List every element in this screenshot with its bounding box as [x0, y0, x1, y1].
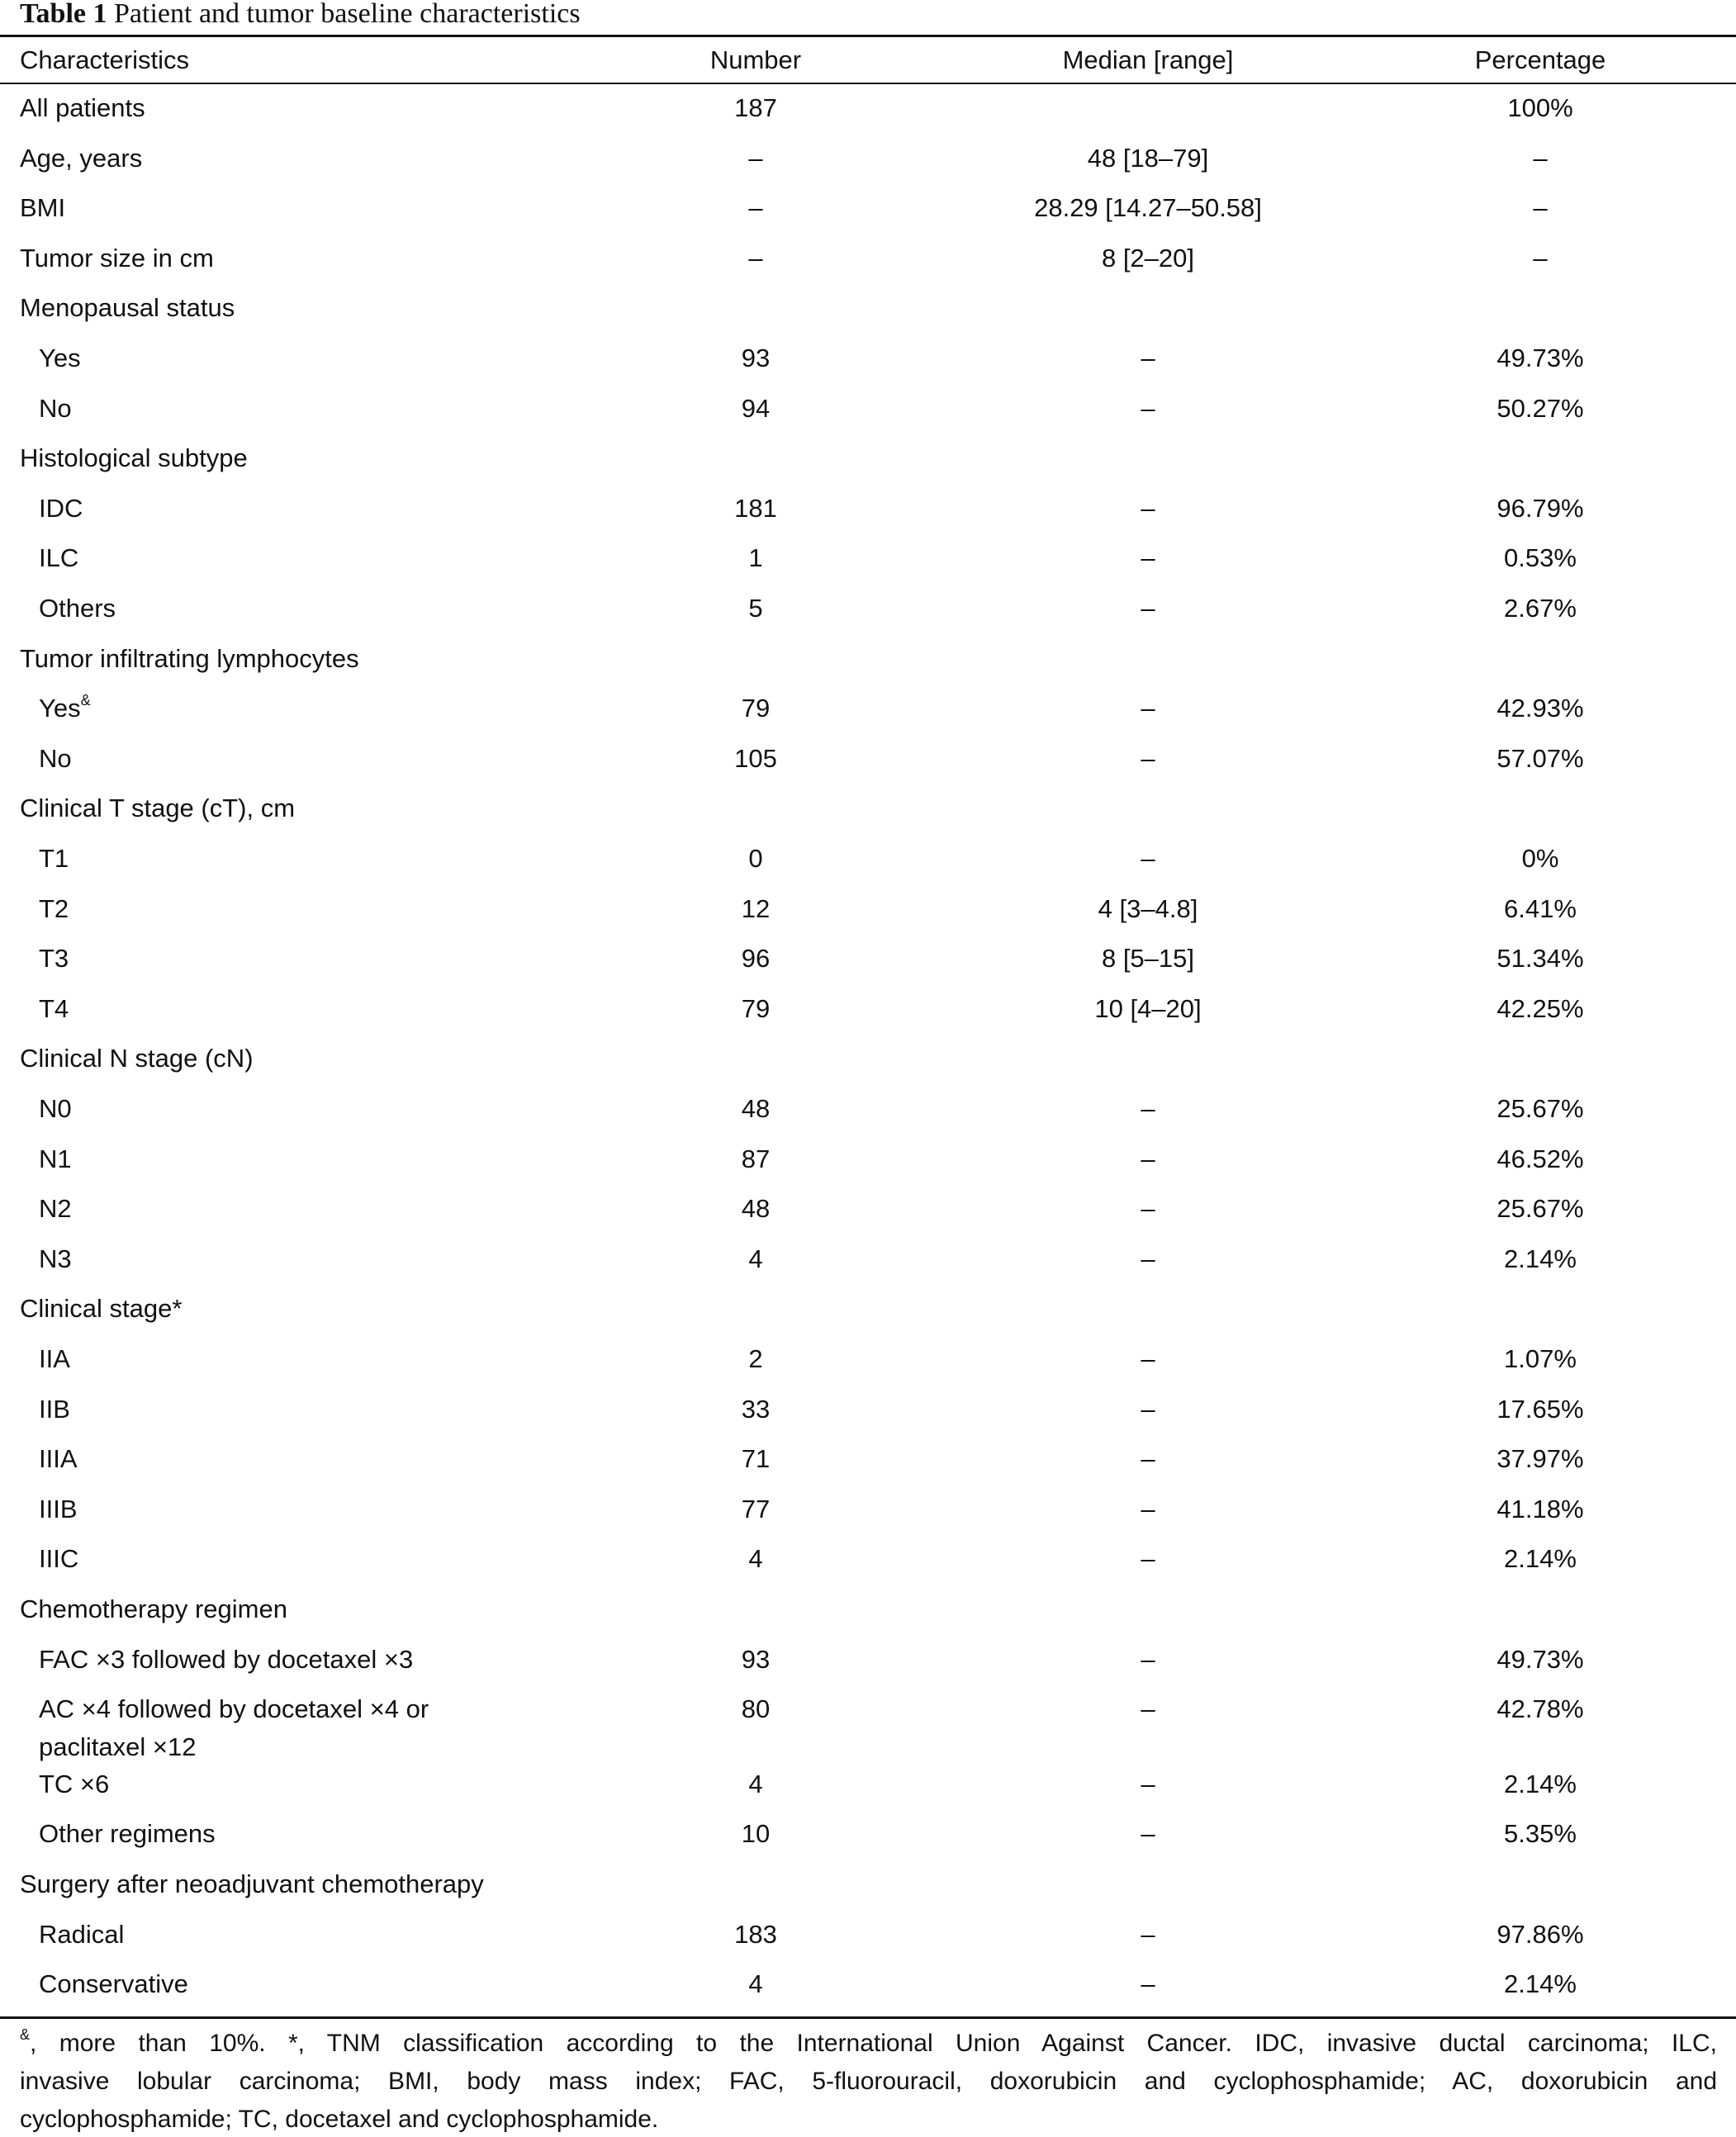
cell-characteristic: IDC	[39, 493, 83, 523]
cell-characteristic: Chemotherapy regimen	[20, 1594, 287, 1623]
cell-characteristic: Others	[39, 594, 116, 623]
cell-characteristic: Menopausal status	[20, 293, 235, 323]
cell-number	[644, 789, 867, 827]
cell-number: 71	[741, 1444, 771, 1474]
cell-percentage	[1421, 1290, 1660, 1328]
cell-percentage	[1421, 1590, 1660, 1628]
cell-median: –	[1141, 1194, 1155, 1224]
footnote-line: invasive lobular carcinoma; BMI, body mass index; FAC, 5-fluorouracil, doxorubicin and cyclophosphamide; AC, doxorubicin and	[20, 2068, 1717, 2095]
cell-percentage: 2.67%	[1504, 594, 1577, 623]
header-percentage: Percentage	[1474, 45, 1606, 74]
cell-median: –	[1141, 1769, 1155, 1798]
cell-percentage: 2.14%	[1504, 1969, 1577, 1999]
cell-characteristic: Histological subtype	[20, 443, 248, 473]
cell-median: –	[1141, 543, 1155, 573]
cell-characteristic: IIIC	[39, 1544, 79, 1574]
cell-percentage	[1421, 289, 1660, 327]
cell-percentage: 17.65%	[1496, 1394, 1584, 1424]
cell-median: 8 [5–15]	[1101, 944, 1195, 974]
cell-number: 183	[734, 1919, 777, 1949]
cell-median	[950, 289, 1346, 327]
header-characteristics: Characteristics	[20, 45, 189, 74]
cell-median: –	[1141, 594, 1155, 623]
cell-number: –	[748, 243, 763, 272]
cell-number: 48	[741, 1194, 771, 1224]
cell-number: 10	[741, 1819, 771, 1849]
cell-percentage: –	[1533, 193, 1548, 223]
cell-median	[950, 1290, 1346, 1328]
cell-characteristic: N3	[39, 1244, 72, 1273]
cell-percentage: 5.35%	[1504, 1819, 1577, 1849]
cell-percentage: 96.79%	[1496, 493, 1584, 523]
cell-number: 2	[748, 1344, 763, 1373]
cell-characteristic: T1	[39, 844, 69, 873]
cell-number: 94	[741, 393, 771, 423]
cell-median	[950, 640, 1346, 678]
table-top-rule	[0, 35, 1736, 37]
cell-median: 28.29 [14.27–50.58]	[1034, 193, 1262, 223]
cell-percentage: 2.14%	[1504, 1769, 1577, 1798]
cell-median: –	[1141, 1494, 1155, 1523]
cell-median: –	[1141, 743, 1155, 773]
cell-percentage	[1421, 1865, 1660, 1903]
cell-median	[950, 439, 1346, 477]
cell-median: –	[1141, 1819, 1155, 1849]
table-bottom-rule	[0, 2016, 1736, 2019]
cell-number	[644, 640, 867, 678]
cell-median: –	[1141, 1444, 1155, 1474]
cell-median	[950, 89, 1346, 127]
table-caption	[20, 0, 581, 33]
cell-median: –	[1141, 1344, 1155, 1373]
cell-characteristic: Conservative	[39, 1969, 188, 1999]
cell-number: –	[748, 143, 763, 173]
cell-number	[644, 1865, 867, 1903]
cell-number: –	[748, 193, 763, 223]
cell-number: 87	[741, 1144, 771, 1173]
cell-percentage: 49.73%	[1496, 344, 1584, 372]
cell-percentage: 1.07%	[1504, 1344, 1577, 1373]
cell-number	[644, 1590, 867, 1628]
cell-number	[644, 439, 867, 477]
cell-median	[950, 1865, 1346, 1903]
cell-percentage: 41.18%	[1496, 1494, 1584, 1523]
cell-percentage: 97.86%	[1496, 1919, 1584, 1949]
footnote-superscript: &	[20, 2026, 31, 2043]
cell-percentage: 51.34%	[1496, 944, 1584, 974]
table-footnote	[20, 2025, 1717, 2137]
cell-characteristic: IIIA	[39, 1444, 78, 1474]
footnote-line: cyclophosphamide; TC, docetaxel and cyclophosphamide.	[20, 2106, 659, 2133]
cell-number: 93	[741, 344, 771, 372]
cell-number: 105	[734, 743, 777, 773]
cell-median: –	[1141, 1544, 1155, 1574]
cell-percentage: 37.97%	[1496, 1444, 1584, 1474]
cell-percentage: 25.67%	[1496, 1194, 1584, 1224]
cell-percentage: 42.93%	[1496, 694, 1584, 723]
cell-percentage	[1421, 439, 1660, 477]
header-median: Median [range]	[1062, 45, 1234, 74]
cell-percentage: 57.07%	[1496, 743, 1584, 773]
cell-median: 48 [18–79]	[1087, 143, 1209, 173]
cell-median: –	[1141, 1694, 1155, 1724]
cell-characteristic: Tumor infiltrating lymphocytes	[20, 643, 359, 673]
cell-number: 4	[748, 1544, 763, 1574]
cell-characteristic: T2	[39, 893, 69, 923]
cell-characteristic: Surgery after neoadjuvant chemotherapy	[20, 1869, 484, 1898]
cell-median: –	[1141, 1969, 1155, 1999]
cell-percentage: 46.52%	[1496, 1144, 1584, 1173]
cell-percentage	[1421, 1040, 1660, 1078]
cell-characteristic: Clinical stage*	[20, 1294, 183, 1324]
cell-percentage	[1421, 789, 1660, 827]
cell-percentage: 50.27%	[1496, 393, 1584, 423]
cell-number	[644, 289, 867, 327]
cell-characteristic: FAC ×3 followed by docetaxel ×3	[39, 1644, 414, 1674]
cell-percentage: 0%	[1521, 844, 1559, 873]
cell-median: –	[1141, 844, 1155, 873]
cell-number: 1	[748, 543, 763, 573]
cell-characteristic: Radical	[39, 1919, 125, 1949]
cell-number: 79	[741, 694, 771, 723]
cell-median: –	[1141, 1144, 1155, 1173]
cell-characteristic: N1	[39, 1144, 72, 1173]
cell-percentage: 6.41%	[1504, 893, 1577, 923]
cell-characteristic: TC ×6	[39, 1769, 110, 1798]
cell-number: 12	[741, 893, 771, 923]
cell-number	[644, 1040, 867, 1078]
cell-number: 4	[748, 1969, 763, 1999]
cell-characteristic: No	[39, 743, 72, 773]
cell-number: 48	[741, 1094, 771, 1123]
cell-median: –	[1141, 694, 1155, 723]
cell-number: 93	[741, 1644, 771, 1674]
cell-median	[950, 1590, 1346, 1628]
cell-characteristic: T4	[39, 993, 69, 1023]
cell-characteristic: Clinical T stage (cT), cm	[20, 794, 296, 823]
cell-number: 187	[734, 93, 777, 122]
cell-characteristic: BMI	[20, 193, 66, 223]
cell-characteristic: No	[39, 393, 72, 423]
superscript-mark: &	[80, 692, 91, 709]
cell-percentage: 25.67%	[1496, 1094, 1584, 1123]
cell-number: 96	[741, 944, 771, 974]
cell-number: 181	[734, 493, 777, 523]
cell-number: 5	[748, 594, 763, 623]
cell-number: 4	[748, 1769, 763, 1798]
cell-median	[950, 1040, 1346, 1078]
cell-percentage: –	[1533, 243, 1548, 272]
cell-number: 77	[741, 1494, 771, 1523]
cell-characteristic: IIB	[39, 1394, 70, 1424]
cell-characteristic: Other regimens	[39, 1819, 216, 1849]
cell-median	[950, 789, 1346, 827]
cell-characteristic: ILC	[39, 543, 79, 573]
cell-median: –	[1141, 393, 1155, 423]
cell-percentage: 42.25%	[1496, 993, 1584, 1023]
cell-characteristic: Age, years	[20, 143, 143, 173]
cell-characteristic: IIA	[39, 1344, 70, 1373]
cell-percentage: 2.14%	[1504, 1544, 1577, 1574]
cell-median: –	[1141, 344, 1155, 372]
cell-median: –	[1141, 493, 1155, 523]
cell-number	[644, 1290, 867, 1328]
cell-characteristic: N2	[39, 1194, 72, 1224]
footnote-line: &, more than 10%. *, TNM classification according to the International Union Against Cancer. IDC, invasive ductal carcinoma; ILC,	[20, 2026, 1717, 2057]
cell-characteristic: Yes	[39, 344, 81, 372]
cell-percentage: 49.73%	[1496, 1644, 1584, 1674]
cell-median: –	[1141, 1919, 1155, 1949]
cell-median: –	[1141, 1644, 1155, 1674]
cell-percentage: 100%	[1507, 93, 1573, 122]
cell-number: 0	[748, 844, 763, 873]
cell-median: 10 [4–20]	[1094, 993, 1202, 1023]
cell-percentage: 0.53%	[1504, 543, 1577, 573]
cell-median: 4 [3–4.8]	[1098, 893, 1198, 923]
cell-number: 80	[741, 1694, 771, 1724]
cell-percentage: –	[1533, 143, 1548, 173]
cell-median: –	[1141, 1244, 1155, 1273]
cell-characteristic: All patients	[20, 93, 145, 122]
table-header-rule	[0, 83, 1736, 84]
cell-percentage: 42.78%	[1496, 1694, 1584, 1724]
cell-characteristic-continued: paclitaxel ×12	[39, 1732, 197, 1762]
table-number: Table 1	[20, 0, 107, 29]
cell-characteristic: Clinical N stage (cN)	[20, 1044, 254, 1073]
header-number: Number	[709, 45, 802, 74]
cell-percentage: 2.14%	[1504, 1244, 1577, 1273]
cell-characteristic: Yes&	[39, 692, 91, 723]
cell-characteristic: T3	[39, 944, 69, 974]
cell-characteristic: N0	[39, 1094, 72, 1123]
cell-number: 33	[741, 1394, 771, 1424]
cell-number: 79	[741, 993, 771, 1023]
cell-median: 8 [2–20]	[1101, 243, 1195, 272]
cell-characteristic: Tumor size in cm	[20, 243, 214, 272]
cell-characteristic: IIIB	[39, 1494, 78, 1523]
cell-median: –	[1141, 1394, 1155, 1424]
cell-percentage	[1421, 640, 1660, 678]
cell-characteristic: AC ×4 followed by docetaxel ×4 or paclitaxel ×12	[39, 1690, 617, 1766]
cell-median: –	[1141, 1094, 1155, 1123]
cell-number: 4	[748, 1244, 763, 1273]
table-title: Patient and tumor baseline characteristics	[114, 0, 581, 29]
